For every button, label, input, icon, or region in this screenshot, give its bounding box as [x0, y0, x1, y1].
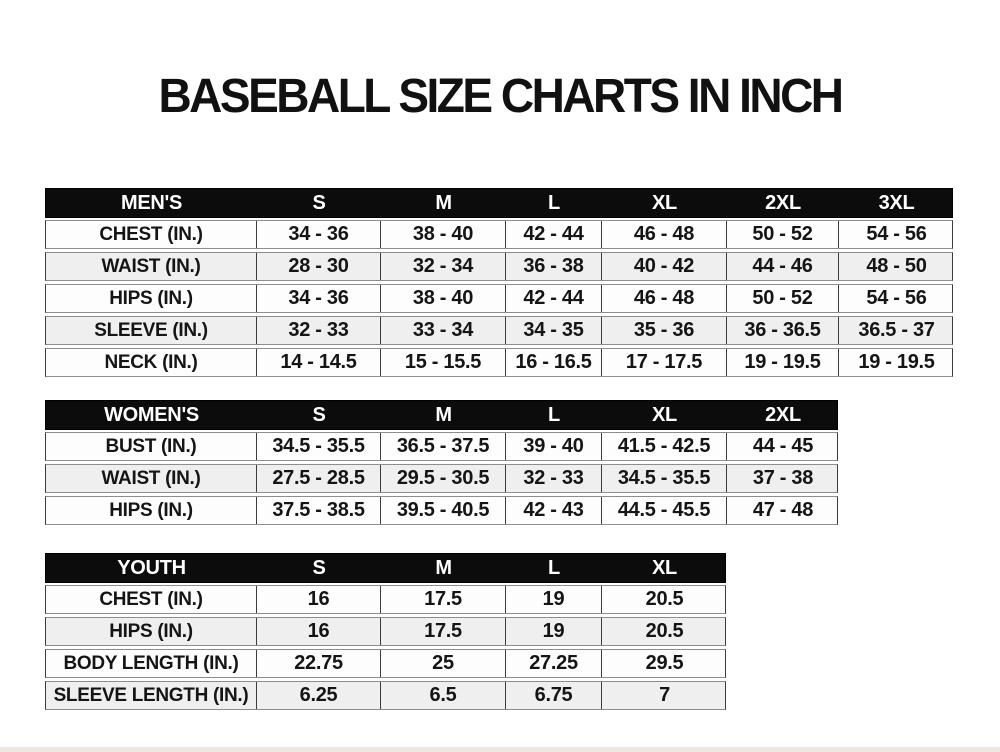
youth-header-row: [45, 553, 726, 583]
table-cell: 16: [257, 618, 381, 645]
table-cell: 32 - 33: [506, 465, 602, 492]
mens-header-size-xl: XL: [652, 191, 677, 214]
table-cell: 38 - 40: [381, 221, 506, 248]
table-cell: 44 - 46: [727, 253, 839, 280]
row-label: HIPS (IN.): [46, 497, 257, 524]
table-cell: 32 - 33: [257, 317, 381, 344]
womens-size-table: [45, 400, 838, 528]
table-cell: 46 - 48: [602, 285, 727, 312]
mens-row-chest: [45, 220, 953, 249]
mens-header-size-l: L: [548, 191, 560, 214]
table-cell: 20.5: [645, 588, 684, 610]
table-cell: 38 - 40: [381, 285, 506, 312]
youth-row-chest: [45, 585, 726, 614]
youth-row-hips: [45, 617, 726, 646]
table-cell: 19 - 19.5: [727, 349, 839, 376]
table-cell: 34 - 35: [506, 317, 602, 344]
mens-header-size-2xl: 2XL: [765, 191, 801, 214]
row-label: SLEEVE LENGTH (IN.): [46, 682, 257, 709]
table-cell: 40 - 42: [602, 253, 727, 280]
row-label: HIPS (IN.): [46, 618, 257, 645]
mens-row-neck: [45, 348, 953, 377]
table-cell: 37.5 - 38.5: [257, 497, 381, 524]
row-label: BODY LENGTH (IN.): [46, 650, 257, 677]
table-cell: 44 - 45: [752, 435, 814, 457]
table-cell: 54 - 56: [866, 287, 927, 309]
youth-header-group-label: YOUTH: [117, 556, 186, 579]
table-cell: 50 - 52: [727, 285, 839, 312]
youth-header-size-l: L: [548, 556, 560, 579]
mens-header-size-3xl: 3XL: [878, 191, 915, 214]
mens-row-hips: [45, 284, 953, 313]
mens-row-waist: [45, 252, 953, 281]
mens-header-group-label: MEN'S: [120, 191, 183, 214]
table-cell: 6.75: [506, 682, 602, 709]
table-cell: 16: [257, 586, 381, 613]
womens-row-hips: [45, 496, 838, 525]
table-cell: 29.5: [645, 652, 684, 674]
table-cell: 36 - 36.5: [727, 317, 839, 344]
table-cell: 50 - 52: [727, 221, 839, 248]
womens-header-size-xl: XL: [652, 403, 677, 426]
page-title: BASEBALL SIZE CHARTS IN INCH: [158, 67, 842, 123]
womens-header-size-2xl: 2XL: [765, 403, 801, 426]
table-cell: 16 - 16.5: [506, 349, 602, 376]
table-cell: 48 - 50: [866, 255, 927, 277]
womens-header-size-s: S: [312, 403, 326, 426]
womens-row-bust: [45, 432, 838, 461]
table-cell: 34 - 36: [257, 285, 381, 312]
table-cell: 27.5 - 28.5: [257, 465, 381, 492]
row-label: WAIST (IN.): [46, 465, 257, 492]
table-cell: 35 - 36: [602, 317, 727, 344]
row-label: HIPS (IN.): [46, 285, 257, 312]
youth-header-size-xl: XL: [652, 556, 677, 579]
womens-header-row: [45, 400, 838, 430]
table-cell: 29.5 - 30.5: [381, 465, 506, 492]
table-cell: 42 - 44: [506, 285, 602, 312]
youth-size-table: [45, 553, 726, 713]
mens-header-row: [45, 188, 953, 218]
table-cell: 33 - 34: [381, 317, 506, 344]
table-cell: 17.5: [381, 618, 506, 645]
table-cell: 19: [506, 618, 602, 645]
womens-row-waist: [45, 464, 838, 493]
row-label: NECK (IN.): [46, 349, 257, 376]
table-cell: 6.5: [381, 682, 506, 709]
table-cell: 22.75: [257, 650, 381, 677]
bottom-edge-strip: [0, 747, 1000, 752]
table-cell: 27.25: [506, 650, 602, 677]
table-cell: 54 - 56: [866, 223, 927, 245]
row-label: BUST (IN.): [46, 433, 257, 460]
womens-header-group-label: WOMEN'S: [104, 403, 199, 426]
table-cell: 47 - 48: [752, 499, 814, 521]
table-cell: 36 - 38: [506, 253, 602, 280]
womens-header-size-m: M: [435, 403, 452, 426]
mens-size-table: [45, 188, 953, 380]
row-label: SLEEVE (IN.): [46, 317, 257, 344]
table-cell: 28 - 30: [257, 253, 381, 280]
table-cell: 41.5 - 42.5: [602, 433, 727, 460]
table-cell: 17.5: [381, 586, 506, 613]
table-cell: 34 - 36: [257, 221, 381, 248]
mens-row-sleeve: [45, 316, 953, 345]
youth-row-sleeve-length: [45, 681, 726, 710]
table-cell: 17 - 17.5: [602, 349, 727, 376]
table-cell: 39.5 - 40.5: [381, 497, 506, 524]
table-cell: 37 - 38: [752, 467, 814, 489]
table-cell: 42 - 44: [506, 221, 602, 248]
table-cell: 34.5 - 35.5: [257, 433, 381, 460]
mens-header-size-m: M: [435, 191, 452, 214]
row-label: WAIST (IN.): [46, 253, 257, 280]
row-label: CHEST (IN.): [46, 586, 257, 613]
table-cell: 19: [506, 586, 602, 613]
table-cell: 39 - 40: [506, 433, 602, 460]
table-cell: 46 - 48: [602, 221, 727, 248]
table-cell: 32 - 34: [381, 253, 506, 280]
youth-header-size-s: S: [312, 556, 326, 579]
table-cell: 42 - 43: [506, 497, 602, 524]
table-cell: 19 - 19.5: [858, 351, 935, 373]
mens-header-size-s: S: [312, 191, 326, 214]
row-label: CHEST (IN.): [46, 221, 257, 248]
table-cell: 14 - 14.5: [257, 349, 381, 376]
table-cell: 20.5: [645, 620, 684, 642]
table-cell: 34.5 - 35.5: [602, 465, 727, 492]
table-cell: 25: [381, 650, 506, 677]
table-cell: 7: [659, 684, 670, 706]
youth-header-size-m: M: [435, 556, 452, 579]
table-cell: 15 - 15.5: [381, 349, 506, 376]
table-cell: 36.5 - 37: [858, 319, 935, 341]
table-cell: 36.5 - 37.5: [381, 433, 506, 460]
table-cell: 44.5 - 45.5: [602, 497, 727, 524]
womens-header-size-l: L: [548, 403, 560, 426]
youth-row-body-length: [45, 649, 726, 678]
table-cell: 6.25: [257, 682, 381, 709]
